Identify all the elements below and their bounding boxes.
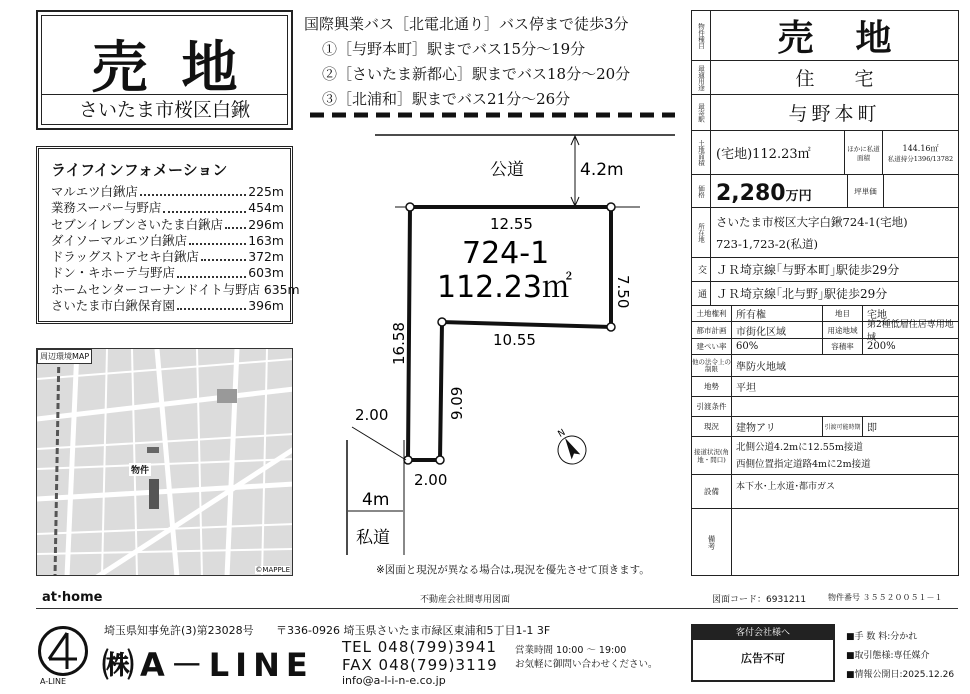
- road-north-label: 公道: [490, 160, 524, 180]
- broker-notice-body: 広告不可: [741, 652, 785, 665]
- location: [716, 208, 958, 257]
- life-info-name: マルエツ白鍬店: [51, 184, 138, 199]
- used-note: 不動産会社間専用図面: [420, 595, 511, 605]
- life-info-box: [36, 146, 300, 324]
- life-info-heading: ライフインフォメーション: [51, 161, 228, 179]
- life-info-item: [51, 200, 284, 216]
- dim-right: 7.50: [614, 275, 632, 309]
- road-west-label: 私道: [356, 528, 390, 548]
- leader-dots: [189, 233, 246, 245]
- contact-invite: お気軽に御問い合わせください。: [515, 659, 658, 670]
- row-area: 土地面積 (宅地)112.23㎡ ほかに私道面積 144.16㎡ 私道持分1396/13782: [692, 131, 958, 175]
- terrain: 平坦: [736, 383, 756, 394]
- road-north-width: 4.2m: [580, 160, 624, 180]
- coverage: 60%: [736, 341, 759, 352]
- svg-text:N: N: [556, 427, 568, 440]
- dim-left: 16.58: [390, 322, 408, 365]
- row-delivery-cond: 引渡条件: [692, 397, 958, 417]
- traffic-2: ＪＲ埼京線｢北与野｣駅徒歩29分: [716, 287, 888, 301]
- property-kind: 売地: [777, 17, 934, 59]
- athome-logo: at·home: [42, 590, 103, 605]
- row-status: 現況 建物アリ 引渡可能時期 即: [692, 417, 958, 437]
- row-traffic-2: 通 ＪＲ埼京線｢北与野｣駅徒歩29分: [692, 282, 958, 306]
- lot-corner-mark: [436, 456, 444, 464]
- bus-line-1: ①［与野本町］駅までバス15分～19分: [322, 40, 586, 58]
- price-value: 2,280: [716, 181, 786, 206]
- transaction-notes: [846, 628, 954, 685]
- life-info-distance: 396m: [248, 298, 284, 314]
- broker-notice-box: [691, 624, 835, 682]
- land-rights: 所有権: [736, 310, 766, 321]
- map-credit: ©MAPPLE: [255, 566, 290, 574]
- life-info-item: [51, 184, 284, 200]
- private-area: [882, 131, 958, 174]
- leader-dots: [201, 249, 246, 261]
- title-card: [36, 10, 293, 130]
- delivery-conditions: [736, 397, 958, 416]
- road-access: [736, 437, 958, 474]
- road-access-2: 西側位置指定道路4mに2m接道: [736, 458, 871, 470]
- row-terrain: 地勢 平坦: [692, 377, 958, 397]
- row-traffic-1: 交 ＪＲ埼京線｢与野本町｣駅徒歩29分: [692, 258, 958, 282]
- map-label: 周辺環境MAP: [37, 349, 92, 364]
- facilities: 本下水･上水道･都市ガス: [736, 482, 836, 492]
- lot-corner-mark: [607, 203, 615, 211]
- company-email[interactable]: info@a-l-i-n-e.co.jp: [342, 674, 446, 687]
- lot-corner-mark: [438, 318, 446, 326]
- location-line-1: さいたま市桜区大字白鍬724-1(宅地): [716, 214, 908, 229]
- company-logo-name: A-LINE: [40, 677, 67, 686]
- life-info-distance: 635m: [263, 281, 300, 297]
- row-station: 最寄駅 与野本町: [692, 95, 958, 131]
- land-category: 宅地: [862, 306, 958, 321]
- row-planning: 都市計画 市街化区域 用途地域 第2種低層住居専用地域: [692, 322, 958, 339]
- row-coverage: 建ぺい率 60% 容積率 200%: [692, 339, 958, 355]
- life-info-distance: 225m: [248, 184, 284, 199]
- tsubo-price: [883, 175, 958, 207]
- road-west-width: 4m: [362, 490, 390, 510]
- delivery-timing: 即: [862, 417, 958, 436]
- drawing-code: 図面コード：6931211: [712, 595, 807, 605]
- price-unit: 万円: [785, 189, 812, 204]
- life-info-name: セブンイレブンさいたま白鍬店: [51, 216, 223, 232]
- life-info-name: さいたま市白鍬保育園: [51, 298, 175, 314]
- lot-number: 724-1: [462, 236, 550, 271]
- land-area: (宅地)112.23㎡: [716, 147, 811, 162]
- property-number: 物件番号 ３５５２００５１－１: [828, 593, 943, 602]
- bus-info: [304, 12, 674, 112]
- row-other: 他の法令上の制限 準防火地域: [692, 355, 958, 377]
- property-marker: 物件: [129, 463, 151, 476]
- footer-divider: [36, 608, 958, 609]
- traffic-1: ＪＲ埼京線｢与野本町｣駅徒歩29分: [716, 263, 900, 277]
- life-info-name: 業務スーパー与野店: [51, 200, 162, 216]
- company-address: 〒336-0926 埼玉県さいたま市緑区東浦和5丁目1-1 3F: [276, 624, 551, 637]
- life-info-name: ドラッグストアセキ白鍬店: [51, 249, 199, 265]
- life-info-distance: 163m: [248, 232, 284, 248]
- area-map: [36, 348, 293, 576]
- best-use: 住宅: [795, 68, 914, 90]
- price: [716, 175, 842, 207]
- row-location: 所在地 さいたま市桜区大字白鍬724-1(宅地) 723-1,723-2(私道): [692, 208, 958, 258]
- business-hours-line: 営業時間 10:00 ～ 19:00: [515, 645, 627, 656]
- road-access-1: 北側公道4.2mに12.55m接道: [736, 441, 863, 453]
- private-share: 私道持分1396/13782: [887, 154, 954, 163]
- leader-dots: [177, 265, 246, 277]
- life-info-distance: 454m: [248, 200, 284, 216]
- leader-dots: [177, 298, 246, 310]
- row-facility: 設備 本下水･上水道･都市ガス: [692, 475, 958, 509]
- leader-dots: [140, 184, 247, 196]
- lot-plan: [300, 105, 680, 560]
- lot-corner-mark: [607, 323, 615, 331]
- company-name: ㈱A－LINE: [102, 646, 314, 684]
- north-arrow-icon: [548, 422, 591, 469]
- broker-notice-head: 客付会社様へ: [693, 626, 833, 640]
- lot-corner-mark: [406, 203, 414, 211]
- row-price: 価格 2,280 万円 坪単価: [692, 175, 958, 208]
- life-info-name: ドン・キホーテ与野店: [51, 265, 175, 281]
- current-status: 建物アリ: [736, 423, 776, 434]
- dim-pole: 9.09: [448, 386, 466, 420]
- title-area: さいたま市桜区白鍬: [42, 94, 287, 124]
- property-info-table: [691, 10, 959, 576]
- row-rights: 土地権利 所有権 地目 宅地: [692, 306, 958, 322]
- floor-area-ratio: 200%: [862, 339, 958, 354]
- life-info-distance: 296m: [248, 216, 284, 232]
- bus-info-head: 国際興業バス［北電北通り］バス停まで徒歩3分: [304, 15, 629, 33]
- life-info-list: [51, 184, 300, 314]
- title-main: 売地: [91, 35, 272, 101]
- note-date: ■情報公開日:2025.12.26: [846, 670, 955, 680]
- plan-note: ※図面と現況が異なる場合は,現況を優先させて頂きます。: [376, 564, 650, 576]
- company-logo-icon: [38, 626, 88, 676]
- map-streets: [37, 349, 293, 576]
- dim-top: 12.55: [490, 215, 533, 233]
- bus-line-2: ②［さいたま新都心］駅までバス18分～20分: [322, 65, 631, 83]
- life-info-name: ホームセンターコーナンドイト与野店: [51, 281, 260, 297]
- note-fee: ■手 数 料:分かれ: [846, 632, 918, 642]
- company-tel: TEL 048(799)3941: [342, 638, 497, 656]
- license-number: 埼玉県知事免許(3)第23028号: [104, 624, 254, 637]
- leader-dots: [225, 217, 246, 229]
- life-info-distance: 372m: [248, 249, 284, 265]
- location-line-2: 723-1,723-2(私道): [716, 236, 818, 251]
- remarks: [736, 509, 958, 575]
- zoning: 第2種低層住居専用地域: [862, 322, 958, 338]
- life-info-item: [51, 217, 284, 233]
- life-info-distance: 603m: [248, 265, 284, 281]
- row-kind: 物件種目 売地: [692, 11, 958, 61]
- row-remarks: 備考: [692, 509, 958, 575]
- private-area-label: ほかに私道面積: [844, 131, 882, 174]
- life-info-item: [51, 233, 284, 249]
- lot-area: 112.23㎡: [437, 270, 572, 305]
- dim-mid: 10.55: [493, 331, 536, 349]
- city-planning: 市街化区域: [736, 326, 786, 338]
- dim-base-b: 2.00: [414, 471, 448, 489]
- row-use: 最適用途 住宅: [692, 61, 958, 95]
- life-info-item: [51, 298, 284, 314]
- dim-base-w-leader: [352, 427, 406, 460]
- life-info-name: ダイソーマルエツ白鍬店: [51, 232, 188, 248]
- leader-dots: [163, 200, 246, 212]
- bus-line-3: ③［北浦和］駅までバス21分～26分: [322, 90, 571, 108]
- other-restrictions: 準防火地域: [736, 362, 786, 373]
- dim-base-w: 2.00: [355, 406, 389, 424]
- business-hours: [515, 644, 658, 672]
- company-fax: FAX 048(799)3119: [342, 656, 498, 674]
- note-mode: ■取引態様:専任媒介: [846, 651, 930, 661]
- life-info-item: [51, 281, 300, 298]
- nearest-station: 与野本町: [788, 103, 881, 125]
- life-info-item: [51, 265, 284, 281]
- private-area-value: 144.16㎡: [902, 143, 939, 153]
- tsubo-label: 坪単価: [847, 175, 883, 207]
- row-road: 接道状況(角地・間口) 北側公道4.2mに12.55m接道 西側位置指定道路4mに2m接道: [692, 437, 958, 475]
- life-info-item: [51, 249, 284, 265]
